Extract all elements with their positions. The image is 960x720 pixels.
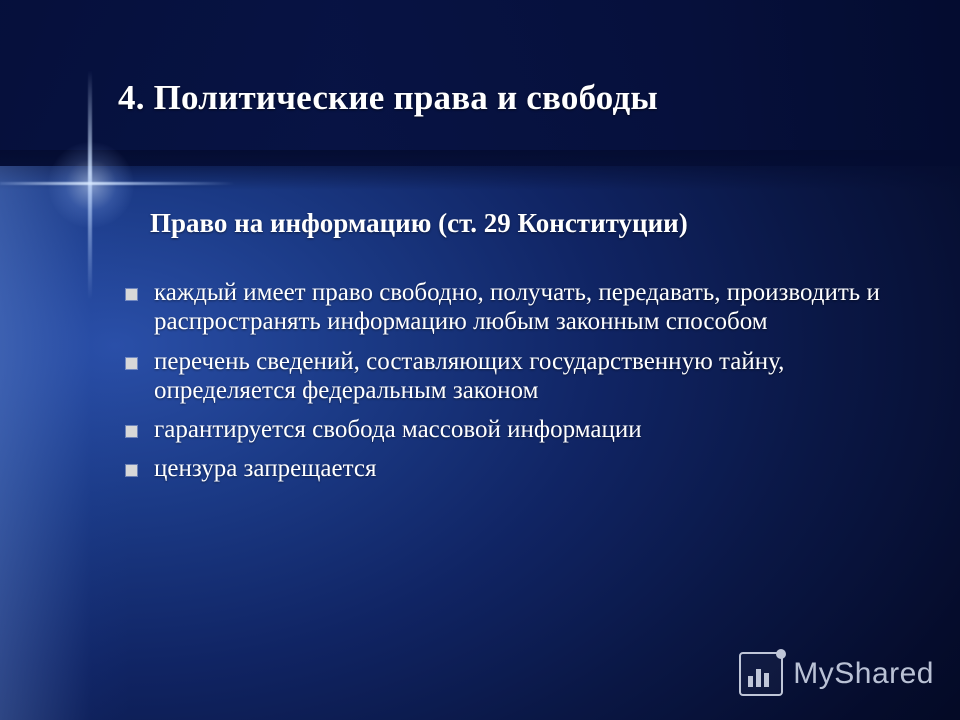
list-item bbox=[118, 278, 908, 337]
bullet-square-icon bbox=[126, 465, 137, 476]
list-item bbox=[118, 347, 908, 406]
list-item-text: каждый имеет право свободно, получать, передавать, производить и распространять информацию любым законным способом bbox=[154, 279, 880, 336]
list-item bbox=[118, 454, 908, 483]
logo-dot bbox=[776, 649, 786, 659]
cross-horizontal-decoration bbox=[0, 182, 235, 185]
bullet-square-icon bbox=[126, 289, 137, 300]
watermark-text: MyShared bbox=[793, 657, 934, 690]
slide-subtitle: Право на информацию (ст. 29 Конституции) bbox=[150, 208, 688, 238]
list-item bbox=[118, 415, 908, 444]
bullet-list bbox=[118, 278, 908, 494]
left-edge-glow bbox=[0, 166, 130, 720]
bullet-square-icon bbox=[126, 358, 137, 369]
chart-logo-icon bbox=[739, 652, 783, 696]
logo-bar-1 bbox=[748, 676, 753, 687]
list-item-text: гарантируется свобода массовой информации bbox=[154, 416, 642, 443]
logo-bar-3 bbox=[764, 673, 769, 687]
list-item-text: перечень сведений, составляющих государственную тайну, определяется федеральным законом bbox=[154, 347, 785, 404]
watermark bbox=[739, 652, 934, 696]
list-item-text: цензура запрещается bbox=[154, 455, 377, 483]
cross-vertical-decoration bbox=[88, 70, 92, 300]
logo-bar-2 bbox=[756, 669, 761, 687]
bullet-square-icon bbox=[126, 426, 137, 437]
slide-title: 4. Политические права и свободы bbox=[118, 78, 658, 117]
